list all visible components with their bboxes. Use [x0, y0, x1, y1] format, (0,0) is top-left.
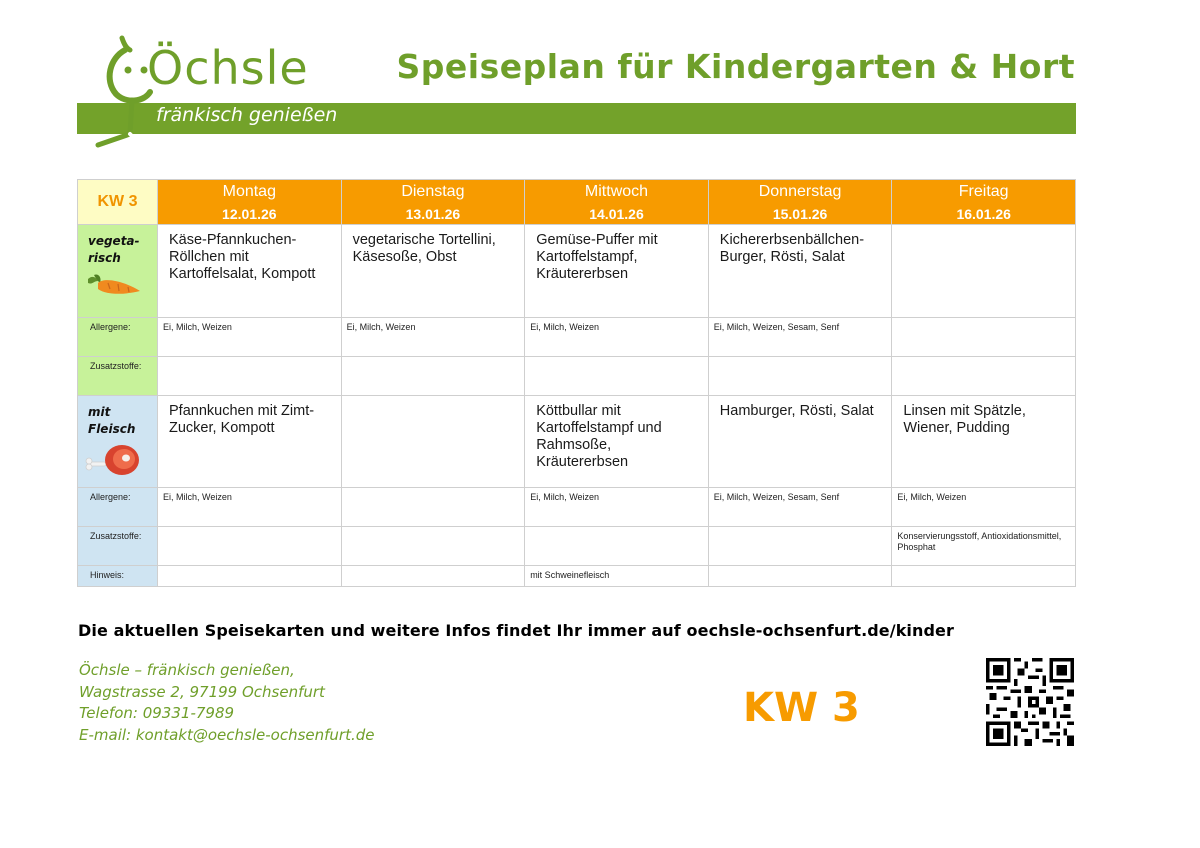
- hinweis-cell: [525, 566, 709, 587]
- hinweis-text: [158, 566, 341, 570]
- allergene-cell: [708, 318, 892, 357]
- meat-dish-cell: [525, 396, 709, 488]
- allergene-text: [342, 488, 525, 492]
- logo-glass-icon: [92, 30, 182, 155]
- day-date: 16.01.26: [956, 206, 1011, 222]
- zusatzstoffe-text: [342, 527, 525, 531]
- day-header: [525, 180, 709, 225]
- row-label-cell: [78, 527, 158, 566]
- dish-text: Pfannkuchen mit Zimt-Zucker, Kompott: [169, 403, 315, 436]
- brand-tagline: fränkisch genießen: [156, 104, 338, 126]
- zusatzstoffe-label: Zusatzstoffe:: [90, 361, 142, 371]
- dish-text: Köttbullar mit Kartoffelstampf und Rahmsoße, Kräutererbsen: [536, 403, 662, 470]
- row-label-cell: [78, 488, 158, 527]
- info-line: Die aktuellen Speisekarten und weitere Infos findet Ihr immer auf oechsle-ochsenfurt.de/kinder: [78, 621, 955, 640]
- zusatzstoffe-text: [158, 357, 341, 361]
- zusatzstoffe-cell: [341, 357, 525, 396]
- allergene-label: Allergene:: [90, 492, 131, 502]
- hinweis-cell: [892, 566, 1076, 587]
- meat-label-line1: mit: [88, 405, 111, 419]
- allergene-text: [892, 318, 1075, 322]
- page-title: Speiseplan für Kindergarten & Hort: [396, 47, 1075, 86]
- allergene-text: Ei, Milch, Weizen: [163, 492, 232, 502]
- meat-dish-row: [78, 396, 1076, 488]
- zusatzstoffe-cell: [525, 527, 709, 566]
- veg-label-line2: risch: [88, 251, 121, 265]
- dish-text: [892, 225, 1075, 232]
- zusatzstoffe-cell: [892, 357, 1076, 396]
- zusatzstoffe-cell: [708, 527, 892, 566]
- veg-dish-cell: [708, 225, 892, 318]
- zusatzstoffe-text: Konservierungsstoff, Antioxidationsmittel, Phosphat: [897, 531, 1062, 552]
- table-header-row: [78, 180, 1076, 225]
- allergene-text: Ei, Milch, Weizen: [897, 492, 967, 502]
- ham-icon: [84, 442, 144, 478]
- hinweis-text: [709, 566, 892, 570]
- zusatzstoffe-text: [892, 357, 1075, 361]
- veg-allergene-row: [78, 318, 1076, 357]
- day-name: Montag: [222, 183, 276, 200]
- zusatzstoffe-label: Zusatzstoffe:: [90, 531, 142, 541]
- allergene-text: Ei, Milch, Weizen: [530, 492, 600, 502]
- address-line: Wagstrasse 2, 97199 Ochsenfurt: [79, 682, 325, 701]
- veg-dish-cell: [341, 225, 525, 318]
- dish-text: Hamburger, Rösti, Salat: [719, 403, 874, 419]
- day-header: [158, 180, 342, 225]
- zusatzstoffe-cell: [892, 527, 1076, 566]
- day-header: [341, 180, 525, 225]
- veg-label-line1: vegeta-: [88, 234, 140, 248]
- day-header: [892, 180, 1076, 225]
- veg-zusatzstoffe-row: [78, 357, 1076, 396]
- day-date: 12.01.26: [222, 206, 277, 222]
- day-name: Freitag: [958, 183, 1009, 200]
- allergene-cell: [341, 488, 525, 527]
- dish-text: [342, 396, 525, 403]
- row-label-cell: [78, 566, 158, 587]
- hinweis-label: Hinweis:: [90, 570, 125, 580]
- phone-line: Telefon: 09331-7989: [79, 704, 235, 722]
- veg-dish-cell: [892, 225, 1076, 318]
- allergene-cell: [708, 488, 892, 527]
- day-header: [708, 180, 892, 225]
- address-block: [79, 660, 374, 746]
- zusatzstoffe-cell: [708, 357, 892, 396]
- day-date: 13.01.26: [405, 206, 461, 222]
- zusatzstoffe-text: [158, 527, 341, 531]
- hinweis-cell: [708, 566, 892, 587]
- hinweis-cell: [341, 566, 525, 587]
- meat-category-label: [78, 396, 157, 438]
- allergene-text: Ei, Milch, Weizen: [163, 322, 232, 332]
- week-badge: KW 3: [743, 685, 860, 731]
- email-line: E-mail: kontakt@oechsle-ochsenfurt.de: [79, 725, 375, 744]
- address-line: Öchsle – fränkisch genießen,: [79, 661, 295, 679]
- carrot-icon: [84, 271, 144, 301]
- veg-category-label: [78, 225, 157, 267]
- week-label: KW 3: [78, 180, 158, 225]
- qr-code-icon: [985, 658, 1075, 746]
- day-name: Donnerstag: [758, 183, 842, 200]
- veg-dish-cell: [158, 225, 342, 318]
- allergene-cell: [892, 488, 1076, 527]
- meat-dish-cell: [158, 396, 342, 488]
- hinweis-text: mit Schweinefleisch: [530, 570, 610, 580]
- zusatzstoffe-cell: [525, 357, 709, 396]
- dish-text: Käse-Pfannkuchen-Röllchen mit Kartoffelsalat, Kompott: [169, 232, 316, 282]
- allergene-cell: [341, 318, 525, 357]
- veg-category-cell: [78, 225, 158, 318]
- meat-allergene-row: [78, 488, 1076, 527]
- row-label-cell: [78, 357, 158, 396]
- zusatzstoffe-text: [709, 357, 892, 361]
- allergene-cell: [158, 488, 342, 527]
- dish-text: Gemüse-Puffer mit Kartoffelstampf, Kräutererbsen: [536, 232, 658, 282]
- day-name: Mittwoch: [584, 183, 649, 200]
- allergene-label: Allergene:: [90, 322, 131, 332]
- day-date: 14.01.26: [589, 206, 644, 222]
- day-date: 15.01.26: [772, 206, 828, 222]
- allergene-text: Ei, Milch, Weizen: [530, 322, 600, 332]
- allergene-cell: [892, 318, 1076, 357]
- allergene-text: Ei, Milch, Weizen, Sesam, Senf: [713, 492, 840, 502]
- allergene-text: Ei, Milch, Weizen, Sesam, Senf: [713, 322, 840, 332]
- veg-dish-row: [78, 225, 1076, 318]
- dish-text: Linsen mit Spätzle, Wiener, Pudding: [903, 403, 1026, 436]
- meat-dish-cell: [892, 396, 1076, 488]
- logo: [92, 30, 392, 155]
- allergene-cell: [525, 318, 709, 357]
- meat-dish-cell: [341, 396, 525, 488]
- meat-category-cell: [78, 396, 158, 488]
- meat-hinweis-row: [78, 566, 1076, 587]
- allergene-cell: [525, 488, 709, 527]
- allergene-cell: [158, 318, 342, 357]
- menu-table: [77, 179, 1076, 587]
- veg-dish-cell: [525, 225, 709, 318]
- hinweis-text: [892, 566, 1075, 570]
- dish-text: Kichererbsenbällchen-Burger, Rösti, Salat: [719, 232, 865, 265]
- zusatzstoffe-cell: [341, 527, 525, 566]
- brand-name: Öchsle: [147, 41, 309, 95]
- hinweis-text: [342, 566, 525, 570]
- zusatzstoffe-text: [525, 357, 708, 361]
- row-label-cell: [78, 318, 158, 357]
- zusatzstoffe-text: [709, 527, 892, 531]
- hinweis-cell: [158, 566, 342, 587]
- zusatzstoffe-text: [525, 527, 708, 531]
- meat-label-line2: Fleisch: [88, 422, 136, 436]
- zusatzstoffe-text: [342, 357, 525, 361]
- meat-zusatzstoffe-row: [78, 527, 1076, 566]
- zusatzstoffe-cell: [158, 357, 342, 396]
- allergene-text: Ei, Milch, Weizen: [346, 322, 416, 332]
- zusatzstoffe-cell: [158, 527, 342, 566]
- day-name: Dienstag: [401, 183, 465, 200]
- meat-dish-cell: [708, 396, 892, 488]
- dish-text: vegetarische Tortellini, Käsesoße, Obst: [352, 232, 496, 265]
